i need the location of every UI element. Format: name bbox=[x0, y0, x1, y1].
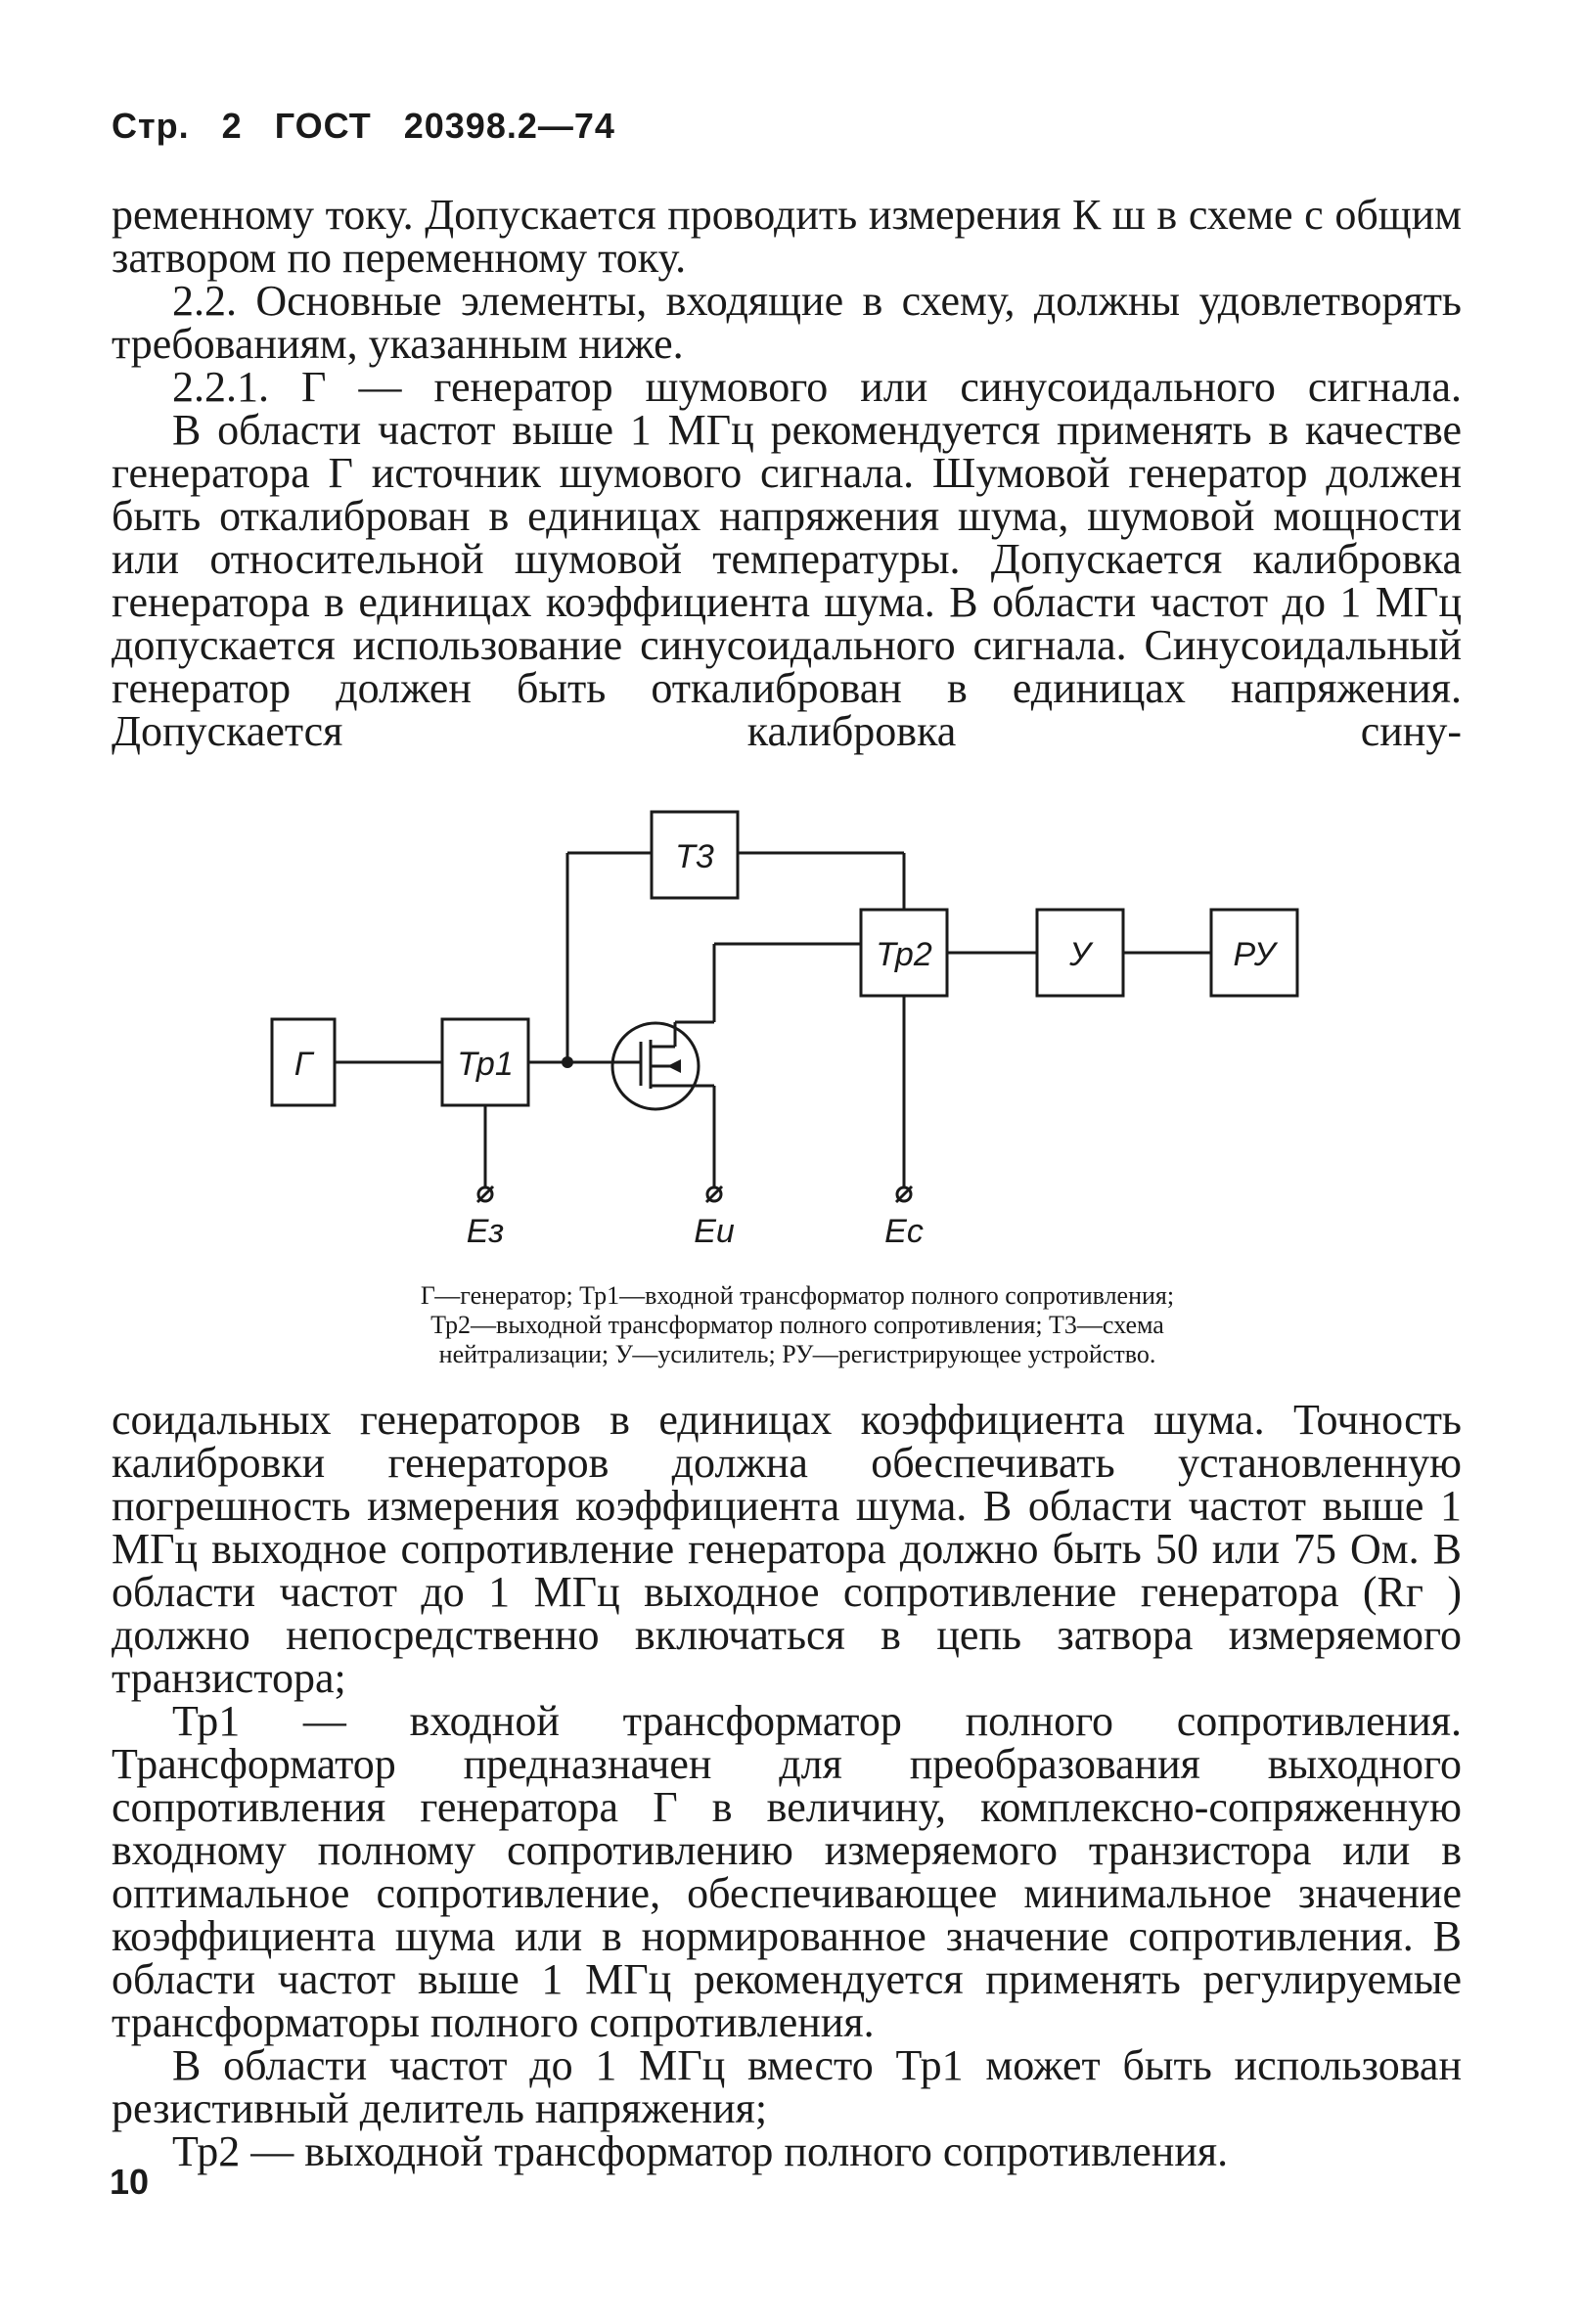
page-header bbox=[112, 106, 637, 147]
tp2-label: Тр2 bbox=[876, 936, 932, 973]
caption-line: Тр2—выходной трансформатор полного сопротивления; Т3—схема bbox=[430, 1311, 1164, 1339]
top-text bbox=[112, 191, 1462, 755]
generator-label: Г bbox=[294, 1046, 313, 1083]
amplifier-label: У bbox=[1069, 936, 1091, 973]
t3-label: Т3 bbox=[675, 838, 714, 875]
paragraph: Тр2 — выходной трансформатор полного сопротивления. bbox=[172, 2127, 1229, 2175]
doc-num: 20398.2—74 bbox=[403, 106, 615, 146]
paragraph: В области частот выше 1 МГц рекомендуется применять в качестве генератора Г источник шумового сигнала. Шумовой генератор должен быть откалиброван в единицах напряжения шума, шумовой мощности или относительной шумовой температуры. Допускается калибровка генератора в единицах коэффициента шума. В области частот до 1 МГц допускается использование синусоидального сигнала. Синусоидальный генератор должен быть откалиброван в единицах напряжения. Допускается калибровка сину- bbox=[112, 406, 1462, 755]
e-source-label: Еи bbox=[694, 1213, 735, 1250]
e-drain-label: Ес bbox=[884, 1213, 924, 1250]
paragraph: Тр1 — входной трансформатор полного сопротивления. Трансформатор предназначен для преобразования выходного сопротивления генератора Г в величину, комплексно-сопряженную входному полному сопротивлению измеряемого транзистора или в оптимальное сопротивление, обеспечивающее минимальное значение коэффициента шума или в нормированное значение сопротивления. В области частот выше 1 МГц рекомендуется применять регулируемые трансформаторы полного сопротивления. bbox=[112, 1697, 1462, 2046]
paragraph: 2.2. Основные элементы, входящие в схему, должны удовлетворять требованиям, указанным ниже. bbox=[112, 277, 1462, 368]
page-num: 2 bbox=[221, 106, 243, 146]
paragraph: ременному току. Допускается проводить измерения К ш в схеме с общим затвором по переменному току. bbox=[112, 191, 1462, 282]
bottom-text bbox=[112, 1396, 1462, 2175]
paragraph: В области частот до 1 МГц вместо Тр1 может быть использован резистивный делитель напряжения; bbox=[112, 2041, 1462, 2132]
doc-type: ГОСТ bbox=[274, 106, 372, 146]
recorder-label: РУ bbox=[1233, 936, 1276, 973]
paragraph: соидальных генераторов в единицах коэффициента шума. Точность калибровки генераторов должна обеспечивать установленную погрешность измерения коэффициента шума. В области частот выше 1 МГц выходное сопротивление генератора должно быть 50 или 75 Ом. В области частот до 1 МГц выходное сопротивление генератора (Rг ) должно непосредственно включаться в цепь затвора измеряемого транзистора; bbox=[112, 1396, 1462, 1702]
page-label: Стр. bbox=[112, 106, 190, 146]
tp1-label: Тр1 bbox=[457, 1046, 514, 1083]
caption-line: Г—генератор; Тр1—входной трансформатор полного сопротивления; bbox=[420, 1281, 1175, 1310]
junction-dot bbox=[562, 1056, 573, 1068]
circuit-diagram bbox=[254, 797, 1350, 1257]
e-gate-label: Ез bbox=[466, 1213, 505, 1250]
caption-line: нейтрализации; У—усилитель; РУ—регистрирующее устройство. bbox=[438, 1340, 1156, 1368]
page-number: 10 bbox=[110, 2162, 150, 2202]
figure-caption bbox=[284, 1281, 1311, 1369]
paragraph: 2.2.1. Г — генератор шумового или синусоидального сигнала. bbox=[172, 363, 1462, 411]
